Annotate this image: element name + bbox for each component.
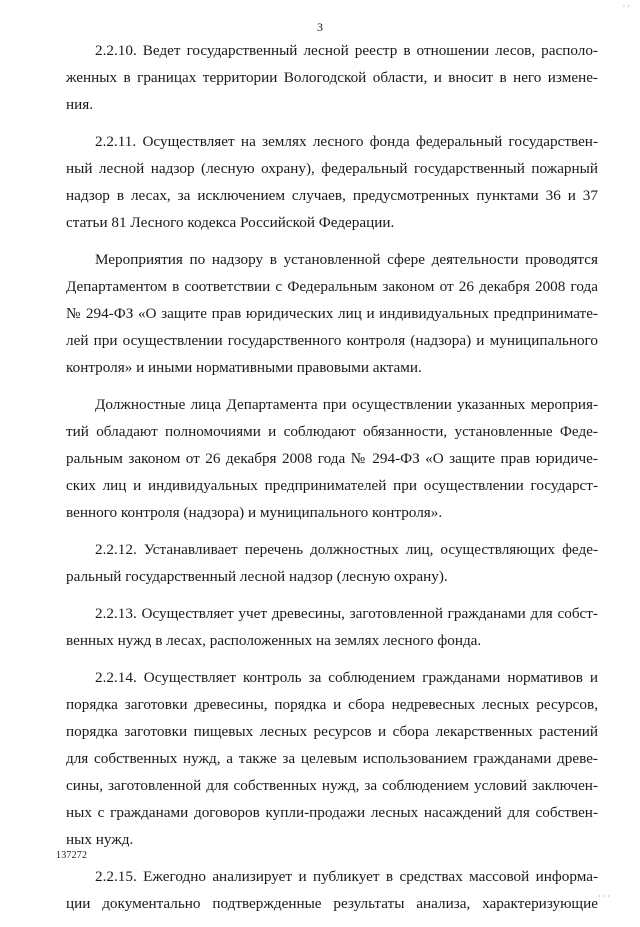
text-line: статьи 81 Лесного кодекса Российской Федерации. — [66, 214, 395, 231]
text-line: тий обладают полномочиями и соблюдают обязанности, установленные Феде- — [66, 423, 598, 440]
paragraph-2-2-12 — [66, 536, 598, 590]
paragraph-officials — [66, 391, 598, 526]
text-line: № 294-ФЗ «О защите прав юридических лиц и индивидуальных предпринимате- — [66, 305, 598, 322]
text-line: 2.2.12. Устанавливает перечень должностных лиц, осуществляющих феде- — [95, 541, 598, 558]
paragraph-2-2-10 — [66, 37, 598, 118]
text-line: 2.2.13. Осуществляет учет древесины, заготовленной гражданами для собст- — [95, 605, 598, 622]
text-line: 2.2.10. Ведет государственный лесной реестр в отношении лесов, располо- — [95, 42, 598, 59]
page-number: 3 — [317, 20, 323, 34]
text-line: ных нужд. — [66, 831, 134, 848]
text-line: контроля» и иными нормативными правовыми актами. — [66, 359, 422, 376]
text-line: для собственных нужд, а также за целевым использованием гражданами древе- — [66, 750, 598, 767]
text-line: венного контроля (надзора) и муниципального контроля». — [66, 504, 443, 521]
paragraph-2-2-14 — [66, 664, 598, 853]
text-line: ния. — [66, 96, 94, 113]
text-line: 2.2.14. Осуществляет контроль за соблюдением гражданами нормативов и — [95, 669, 598, 686]
text-line: ции документально подтвержденные результаты анализа, характеризующие — [66, 895, 598, 912]
text-line: ральный государственный лесной надзор (лесную охрану). — [66, 568, 448, 585]
text-line: порядка заготовки пищевых лесных ресурсов и сбора лекарственных растений — [66, 723, 598, 740]
text-line: Мероприятия по надзору в установленной сфере деятельности проводятся — [95, 251, 598, 268]
document-code: 137272 — [56, 850, 88, 861]
corner-scan-mark-bottom: · · · — [598, 892, 610, 901]
text-line: сины, заготовленной для собственных нужд, за соблюдением условий заключен- — [66, 777, 598, 794]
paragraph-2-2-15 — [66, 863, 598, 917]
text-line: 2.2.15. Ежегодно анализирует и публикует в средствах массовой информа- — [95, 868, 598, 885]
corner-scan-mark: · · — [622, 2, 630, 11]
text-line: ных с гражданами договоров купли-продажи лесных насаждений для собствен- — [66, 804, 598, 821]
text-line: женных в границах территории Вологодской области, и вносит в него измене- — [66, 69, 598, 86]
paragraph-2-2-11 — [66, 128, 598, 236]
text-line: ральным законом от 26 декабря 2008 года № 294-ФЗ «О защите прав юридиче- — [66, 450, 598, 467]
paragraph-2-2-13 — [66, 600, 598, 654]
text-line: лей при осуществлении государственного контроля (надзора) и муниципального — [66, 332, 598, 349]
text-line: 2.2.11. Осуществляет на землях лесного фонда федеральный государствен- — [95, 133, 598, 150]
text-line: венных нужд в лесах, расположенных на землях лесного фонда. — [66, 632, 482, 649]
text-line: Департаментом в соответствии с Федеральным законом от 26 декабря 2008 года — [66, 278, 598, 295]
text-line: ный лесной надзор (лесную охрану), федеральный государственный пожарный — [66, 160, 598, 177]
text-line: Должностные лица Департамента при осуществлении указанных мероприя- — [95, 396, 598, 413]
paragraph-measures — [66, 246, 598, 381]
text-line: ских лиц и индивидуальных предпринимателей при осуществлении государст- — [66, 477, 598, 494]
text-line: надзор в лесах, за исключением случаев, предусмотренных пунктами 36 и 37 — [66, 187, 598, 204]
document-body — [66, 37, 598, 927]
text-line: порядка заготовки древесины, порядка и сбора недревесных лесных ресурсов, — [66, 696, 598, 713]
